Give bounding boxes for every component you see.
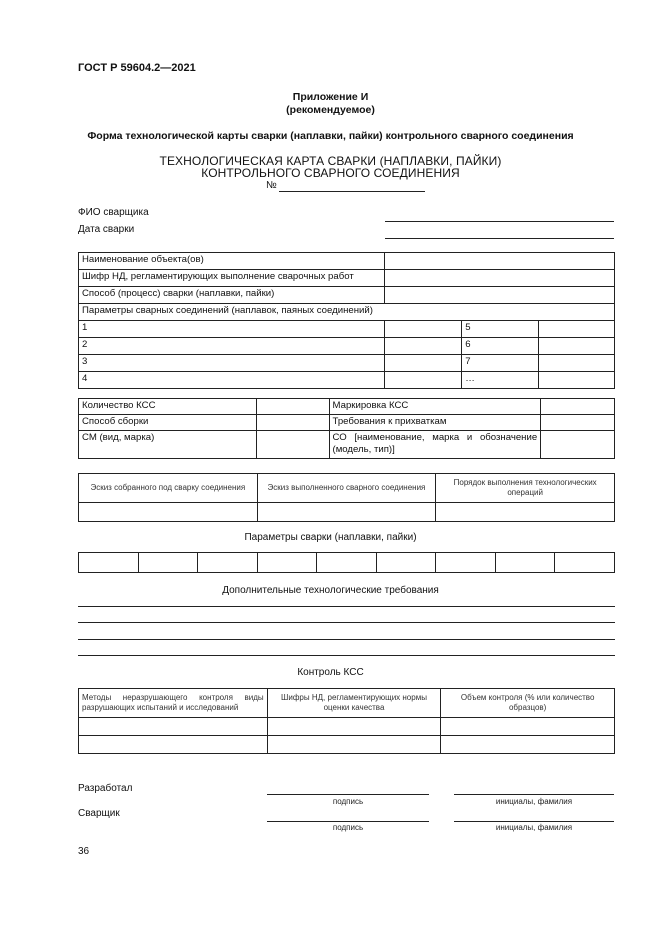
control-cell[interactable]: [79, 736, 268, 754]
weld-param-cell[interactable]: [555, 553, 615, 573]
method-value[interactable]: [385, 287, 615, 304]
param-4-value[interactable]: [385, 372, 462, 389]
param-more-value[interactable]: [539, 372, 615, 389]
sketch-assembled-cell[interactable]: [79, 503, 258, 522]
qty-label: Количество КСС: [79, 399, 257, 415]
params-label: Параметры сварных соединений (наплавок, паяных соединений): [79, 304, 615, 321]
control-title: Контроль КСС: [297, 667, 364, 678]
developed-signature-caption: подпись: [332, 797, 364, 806]
fio-field[interactable]: [385, 221, 614, 222]
tack-label: Требования к прихваткам: [329, 415, 541, 431]
object-name-label: Наименование объекта(ов): [79, 253, 385, 270]
object-table: [78, 252, 615, 389]
welder-initials-field[interactable]: [454, 821, 614, 822]
nd-code-value[interactable]: [385, 270, 615, 287]
so-value[interactable]: [541, 431, 615, 459]
weld-param-cell[interactable]: [376, 553, 436, 573]
sketch-assembled-header: Эскиз собранного под сварку соединения: [79, 474, 258, 503]
card-title-line1: ТЕХНОЛОГИЧЕСКАЯ КАРТА СВАРКИ (НАПЛАВКИ, ПАЙКИ): [159, 154, 502, 168]
appendix-subtitle: (рекомендуемое): [286, 104, 375, 116]
nd-code-label: Шифр НД, регламентирующих выполнение сварочных работ: [79, 270, 385, 287]
control-methods-header: Методы неразрушающего контроля виды разрушающих испытаний и исследований: [79, 689, 268, 718]
param-6-value[interactable]: [539, 338, 615, 355]
control-cell[interactable]: [441, 736, 615, 754]
marking-label: Маркировка КСС: [329, 399, 541, 415]
param-5-value[interactable]: [539, 321, 615, 338]
welder-signature-caption: подпись: [332, 823, 364, 832]
extra-req-line[interactable]: [78, 639, 615, 640]
weld-param-cell[interactable]: [138, 553, 198, 573]
form-title: Форма технологической карты сварки (наплавки, пайки) контрольного сварного соединения: [87, 130, 574, 142]
assembly-label: Способ сборки: [79, 415, 257, 431]
param-2: 2: [79, 338, 385, 355]
sm-label: СМ (вид, марка): [79, 431, 257, 459]
weld-params-table: [78, 552, 615, 573]
operations-order-cell[interactable]: [436, 503, 615, 522]
developed-initials-caption: инициалы, фамилия: [495, 797, 573, 806]
param-6: 6: [462, 338, 539, 355]
param-2-value[interactable]: [385, 338, 462, 355]
control-cell[interactable]: [79, 718, 268, 736]
sketch-table: [78, 473, 615, 522]
weld-params-title: Параметры сварки (наплавки, пайки): [244, 532, 417, 543]
developed-label: Разработал: [78, 783, 133, 794]
welder-signature-field[interactable]: [267, 821, 429, 822]
object-name-value[interactable]: [385, 253, 615, 270]
page-number: 36: [78, 846, 90, 857]
extra-req-line[interactable]: [78, 622, 615, 623]
param-more: …: [462, 372, 539, 389]
extra-req-title: Дополнительные технологические требования: [222, 585, 439, 596]
method-label: Способ (процесс) сварки (наплавки, пайки): [79, 287, 385, 304]
param-3-value[interactable]: [385, 355, 462, 372]
sketch-welded-cell[interactable]: [257, 503, 436, 522]
param-1: 1: [79, 321, 385, 338]
weld-param-cell[interactable]: [198, 553, 258, 573]
number-label: №: [266, 180, 277, 191]
welder-initials-caption: инициалы, фамилия: [495, 823, 573, 832]
assembly-value[interactable]: [256, 415, 329, 431]
sm-value[interactable]: [256, 431, 329, 459]
number-field[interactable]: [279, 191, 425, 192]
sketch-welded-header: Эскиз выполненного сварного соединения: [257, 474, 436, 503]
welder-label: Сварщик: [78, 808, 120, 819]
param-4: 4: [79, 372, 385, 389]
param-5: 5: [462, 321, 539, 338]
appendix-title: Приложение И: [292, 91, 369, 103]
weld-param-cell[interactable]: [257, 553, 317, 573]
extra-req-line[interactable]: [78, 655, 615, 656]
date-label: Дата сварки: [78, 224, 135, 235]
control-cell[interactable]: [441, 718, 615, 736]
operations-order-header: Порядок выполнения технологических операций: [436, 474, 615, 503]
document-header: ГОСТ Р 59604.2—2021: [78, 62, 196, 74]
so-label: СО [наименование, марка и обозначение (модель, тип)]: [329, 431, 541, 459]
control-table: [78, 688, 615, 754]
control-volume-header: Объем контроля (% или количество образцов): [441, 689, 615, 718]
param-7-value[interactable]: [539, 355, 615, 372]
card-title-line2: КОНТРОЛЬНОГО СВАРНОГО СОЕДИНЕНИЯ: [201, 166, 460, 180]
tack-value[interactable]: [541, 415, 615, 431]
fio-label: ФИО сварщика: [78, 207, 149, 218]
extra-req-line[interactable]: [78, 606, 615, 607]
weld-param-cell[interactable]: [495, 553, 555, 573]
weld-param-cell[interactable]: [436, 553, 496, 573]
control-nd-header: Шифры НД, регламентирующих нормы оценки качества: [267, 689, 441, 718]
developed-signature-field[interactable]: [267, 794, 429, 795]
developed-initials-field[interactable]: [454, 794, 614, 795]
control-cell[interactable]: [267, 736, 441, 754]
param-3: 3: [79, 355, 385, 372]
weld-param-cell[interactable]: [317, 553, 377, 573]
marking-value[interactable]: [541, 399, 615, 415]
qty-value[interactable]: [256, 399, 329, 415]
param-1-value[interactable]: [385, 321, 462, 338]
kss-table: [78, 398, 615, 459]
param-7: 7: [462, 355, 539, 372]
weld-param-cell[interactable]: [79, 553, 139, 573]
date-field[interactable]: [385, 238, 614, 239]
control-cell[interactable]: [267, 718, 441, 736]
